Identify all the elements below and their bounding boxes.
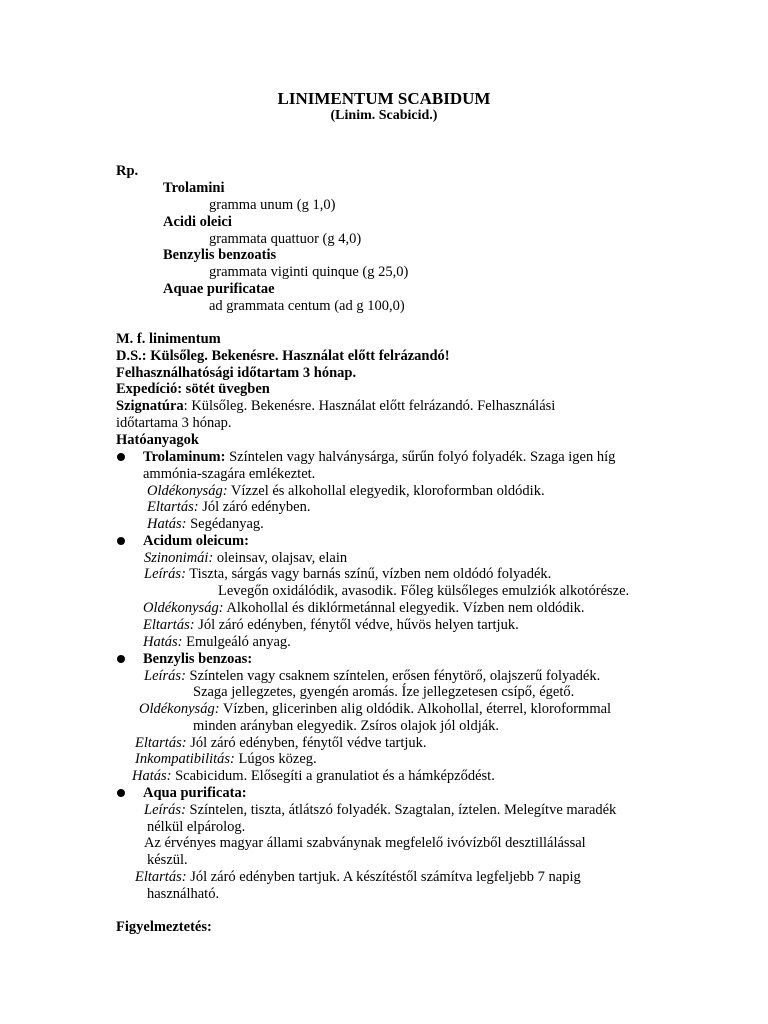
benzylis-leiras-2: Szaga jellegzetes, gyengén aromás. Íze jellegzetesen csípő, égető. — [193, 684, 575, 700]
field-text: Jól záró edényben. — [198, 499, 311, 515]
shelf-life-line: Felhasználhatósági időtartam 3 hónap. — [116, 365, 357, 381]
section-heading: Hatóanyagok — [116, 432, 199, 448]
acidum-hatas — [143, 634, 291, 651]
field-label: Eltartás: — [135, 735, 187, 751]
aqua-eltartas-2: használható. — [147, 886, 220, 902]
field-label: Leírás: — [144, 668, 186, 684]
field-label: Eltartás: — [143, 617, 195, 633]
field-label: Inkompatibilitás: — [135, 751, 235, 767]
ingredient-amount: ad grammata centum (ad g 100,0) — [209, 298, 405, 314]
substance-desc: Színtelen vagy halványsárga, sűrűn folyó folyadék. Szaga igen híg — [225, 449, 616, 465]
ingredient-name: Trolamini — [163, 180, 225, 196]
bullet-icon — [117, 537, 125, 545]
field-text: oleinsav, olajsav, elain — [213, 550, 348, 566]
field-text: Vízzel és alkohollal elegyedik, kloroformban oldódik. — [227, 483, 545, 499]
acidum-szinonimai — [144, 550, 347, 567]
rp-label: Rp. — [116, 163, 139, 179]
field-label: Leírás: — [144, 566, 186, 582]
trolaminum-line — [143, 449, 615, 466]
ingredient-amount: gramma unum (g 1,0) — [209, 197, 336, 213]
field-text: Scabicidum. Elősegíti a granulatiot és a hámképződést. — [171, 768, 495, 784]
trolaminum-oldekonysag — [147, 483, 545, 500]
substance-name: Acidum oleicum: — [143, 533, 249, 549]
expedicio-line: Expedíció: sötét üvegben — [116, 381, 270, 397]
szignatura-line-2: időtartama 3 hónap. — [116, 415, 232, 431]
substance-name: Benzylis benzoas: — [143, 651, 253, 667]
szignatura-label: Szignatúra — [116, 398, 184, 414]
aqua-leiras — [144, 802, 616, 819]
substance-name: Aqua purificata: — [143, 785, 247, 801]
field-label: Oldékonyság: — [147, 483, 228, 499]
field-label: Eltartás: — [147, 499, 199, 515]
ingredient-name: Aquae purificatae — [163, 281, 275, 297]
page-subtitle: (Linim. Scabicid.) — [330, 108, 438, 123]
ingredient-amount: grammata quattuor (g 4,0) — [209, 231, 362, 247]
benzylis-hatas — [132, 768, 495, 785]
benzylis-inkompatibilitas — [135, 751, 317, 768]
warning-heading: Figyelmeztetés: — [116, 919, 212, 935]
field-text: Segédanyag. — [186, 516, 264, 532]
field-text: Alkohollal és diklórmetánnal elegyedik. Vízben nem oldódik. — [223, 600, 585, 616]
acidum-leiras-2: Levegőn oxidálódik, avasodik. Főleg külsőleges emulziók alkotórésze. — [218, 583, 630, 599]
field-text: Lúgos közeg. — [234, 751, 317, 767]
benzylis-oldekonysag — [139, 701, 611, 718]
acidum-oldekonysag — [143, 600, 584, 617]
trolaminum-hatas — [147, 516, 264, 533]
benzylis-leiras — [144, 668, 600, 685]
field-label: Oldékonyság: — [143, 600, 224, 616]
substance-name: Trolaminum: — [143, 449, 226, 465]
field-text: Jól záró edényben, fénytől védve, hűvös helyen tartjuk. — [194, 617, 519, 633]
ingredient-name: Acidi oleici — [163, 214, 232, 230]
ingredient-name: Benzylis benzoatis — [163, 247, 277, 263]
field-text: Színtelen vagy csaknem színtelen, erősen fénytörő, olajszerű folyadék. — [185, 668, 601, 684]
aqua-text-3: Az érvényes magyar állami szabványnak megfelelő ivóvízből desztillálással — [144, 835, 586, 851]
field-text: Emulgeáló anyag. — [182, 634, 291, 650]
acidum-leiras — [144, 566, 551, 583]
field-text: Jól záró edényben, fénytől védve tartjuk. — [186, 735, 427, 751]
trolaminum-eltartas — [147, 499, 311, 516]
ds-line: D.S.: Külsőleg. Bekenésre. Használat előtt felrázandó! — [116, 348, 450, 364]
field-label: Oldékonyság: — [139, 701, 220, 717]
aqua-eltartas — [135, 869, 581, 886]
aqua-text-4: készül. — [147, 852, 188, 868]
ingredient-amount: grammata viginti quinque (g 25,0) — [209, 264, 409, 280]
field-text: Jól záró edényben tartjuk. A készítéstől számítva legfeljebb 7 napig — [186, 869, 581, 885]
bullet-icon — [117, 453, 125, 461]
field-text: Vízben, glicerinben alig oldódik. Alkohollal, éterrel, kloroformmal — [219, 701, 612, 717]
aqua-leiras-2: nélkül elpárolog. — [147, 819, 246, 835]
benzylis-oldekonysag-2: minden arányban elegyedik. Zsíros olajok jól oldják. — [193, 718, 500, 734]
field-label: Eltartás: — [135, 869, 187, 885]
field-label: Leírás: — [144, 802, 186, 818]
bullet-icon — [117, 789, 125, 797]
trolaminum-desc-2: ammónia-szagára emlékeztet. — [143, 466, 316, 482]
page-title: LINIMENTUM SCABIDUM — [277, 89, 491, 108]
field-label: Hatás: — [147, 516, 187, 532]
field-label: Hatás: — [143, 634, 183, 650]
field-label: Hatás: — [132, 768, 172, 784]
field-label: Szinonimái: — [144, 550, 214, 566]
field-text: Színtelen, tiszta, átlátszó folyadék. Szagtalan, íztelen. Melegítve maradék — [185, 802, 617, 818]
szignatura-text: : Külsőleg. Bekenésre. Használat előtt felrázandó. Felhasználási — [183, 398, 556, 414]
bullet-icon — [117, 655, 125, 663]
benzylis-eltartas — [135, 735, 427, 752]
field-text: Tiszta, sárgás vagy barnás színű, vízben nem oldódó folyadék. — [185, 566, 552, 582]
szignatura-line — [116, 398, 555, 415]
acidum-eltartas — [143, 617, 519, 634]
mf-line: M. f. linimentum — [116, 331, 221, 347]
